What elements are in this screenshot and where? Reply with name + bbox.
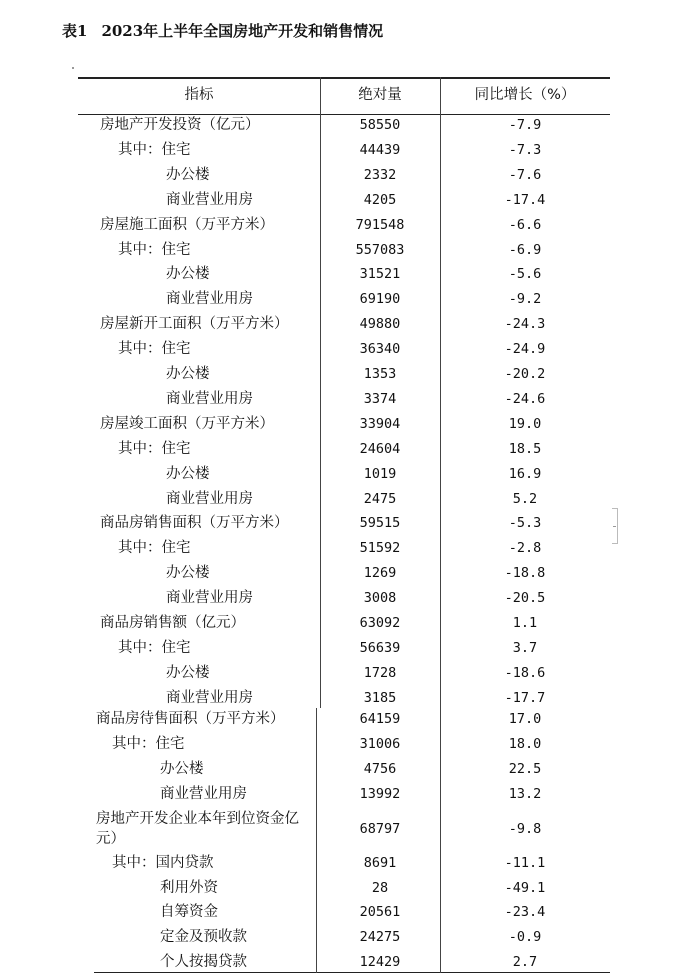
row-value: 3185 (363, 689, 397, 706)
table-title (62, 20, 383, 41)
row-value: 69190 (359, 291, 401, 308)
row-value: 58550 (359, 117, 401, 133)
row-growth: -49.1 (504, 879, 546, 896)
table-row (78, 782, 610, 807)
table-number: 表1 (62, 22, 88, 40)
header-absolute: 绝对量 (358, 87, 402, 103)
row-value: 31006 (359, 735, 401, 752)
row-growth: 18.5 (508, 440, 542, 457)
table-row (78, 707, 610, 732)
row-growth: -24.3 (504, 316, 546, 333)
row-value: 64159 (359, 711, 401, 727)
row-growth: 19.0 (508, 415, 542, 432)
table-row (78, 287, 610, 312)
row-label: 办公楼 (160, 760, 204, 777)
row-growth: 5.2 (512, 490, 538, 507)
table-row (78, 536, 610, 561)
row-value: 4205 (363, 191, 397, 208)
row-label: 商业营业用房 (166, 191, 253, 208)
table-row (78, 732, 610, 757)
row-growth: -23.4 (504, 904, 546, 921)
row-label: 办公楼 (166, 465, 210, 482)
row-label: 办公楼 (166, 366, 210, 382)
row-label: 房地产开发投资（亿元） (100, 117, 260, 133)
row-label: 其中：住宅 (118, 141, 191, 158)
row-value: 24604 (359, 440, 401, 457)
row-growth: 1.1 (512, 615, 538, 631)
row-growth: 17.0 (508, 711, 542, 727)
row-growth: 22.5 (508, 760, 542, 777)
row-growth: -18.6 (504, 664, 546, 681)
table-row (78, 138, 610, 163)
row-value: 8691 (363, 854, 397, 871)
row-value: 3374 (363, 390, 397, 407)
table-row (78, 163, 610, 188)
row-value: 1269 (363, 565, 397, 582)
header-indicator: 指标 (184, 87, 214, 103)
row-label: 房屋施工面积（万平方米） (100, 216, 274, 233)
row-value: 31521 (359, 266, 401, 283)
table-row (78, 757, 610, 782)
row-growth: -20.5 (504, 590, 546, 607)
row-growth: -24.9 (504, 341, 546, 358)
table-row (78, 113, 610, 138)
row-value: 2475 (363, 490, 397, 507)
table-row (78, 462, 610, 487)
table-row (78, 188, 610, 213)
row-label: 其中：住宅 (118, 241, 191, 258)
row-value: 1019 (363, 465, 397, 482)
row-value: 28 (371, 879, 389, 896)
row-value: 51592 (359, 540, 401, 557)
row-value: 20561 (359, 904, 401, 921)
row-label: 利用外资 (160, 879, 218, 896)
row-growth: -9.8 (508, 820, 542, 837)
table-caption: 2023年上半年全国房地产开发和销售情况 (101, 22, 384, 40)
header-growth: 同比增长（%） (474, 87, 576, 103)
header-row (78, 83, 610, 108)
table-row (78, 437, 610, 462)
table-row (78, 238, 610, 263)
row-value: 12429 (359, 954, 401, 971)
row-value: 33904 (359, 415, 401, 432)
row-growth: -6.9 (508, 241, 542, 258)
row-growth: -7.3 (508, 141, 542, 158)
row-label: 办公楼 (166, 565, 210, 582)
row-growth: -6.6 (508, 216, 542, 233)
row-label: 其中：住宅 (118, 341, 191, 358)
table-row (78, 900, 610, 925)
row-label: 办公楼 (166, 166, 210, 183)
row-value: 68797 (359, 820, 401, 837)
table-row (78, 925, 610, 950)
row-growth: 18.0 (508, 735, 542, 752)
row-value: 63092 (359, 615, 401, 631)
row-growth: -18.8 (504, 565, 546, 582)
row-growth: -5.6 (508, 266, 542, 283)
table-row (78, 487, 610, 512)
table-row (78, 636, 610, 661)
row-label: 办公楼 (166, 664, 210, 681)
row-label: 商业营业用房 (166, 590, 253, 607)
row-value: 4756 (363, 760, 397, 777)
row-label: 其中：住宅 (112, 735, 185, 752)
row-label: 商业营业用房 (166, 689, 253, 706)
table-row (78, 312, 610, 337)
row-growth: 3.7 (512, 639, 538, 656)
row-label: 房地产开发企业本年到位资金亿元） (96, 810, 299, 847)
row-label: 其中：国内贷款 (112, 854, 214, 871)
table-row (78, 511, 610, 536)
row-value: 49880 (359, 316, 401, 333)
table-row (78, 950, 610, 975)
row-value: 59515 (359, 515, 401, 532)
row-growth: 13.2 (508, 785, 542, 802)
row-growth: -11.1 (504, 854, 546, 871)
table-row (78, 213, 610, 238)
row-value: 36340 (359, 341, 401, 358)
page-side-marker (612, 508, 618, 544)
table-row (78, 586, 610, 611)
row-label: 自筹资金 (160, 904, 218, 921)
row-label: 其中：住宅 (118, 440, 191, 457)
row-value: 24275 (359, 929, 401, 946)
row-growth: -7.9 (508, 117, 542, 133)
table-row (78, 876, 610, 901)
row-label: 商品房待售面积（万平方米） (96, 711, 285, 727)
row-value: 791548 (355, 216, 405, 233)
row-value: 44439 (359, 141, 401, 158)
row-label: 个人按揭贷款 (160, 954, 247, 971)
row-label: 商品房销售额（亿元） (100, 615, 245, 631)
row-growth: -0.9 (508, 929, 542, 946)
row-growth: -17.4 (504, 191, 546, 208)
table-row (78, 661, 610, 686)
row-growth: -24.6 (504, 390, 546, 407)
row-growth: -9.2 (508, 291, 542, 308)
table-row (78, 337, 610, 362)
row-value: 3008 (363, 590, 397, 607)
row-label: 商业营业用房 (166, 291, 253, 308)
row-label: 定金及预收款 (160, 929, 247, 946)
row-growth: -2.8 (508, 540, 542, 557)
row-label: 商业营业用房 (166, 490, 253, 507)
table-row (78, 362, 610, 387)
row-label: 商业营业用房 (160, 785, 247, 802)
row-label: 其中：住宅 (118, 540, 191, 557)
table-row (78, 262, 610, 287)
row-value: 1353 (363, 366, 397, 382)
row-label: 房屋竣工面积（万平方米） (100, 415, 274, 432)
row-value: 13992 (359, 785, 401, 802)
row-value: 56639 (359, 639, 401, 656)
table-row (78, 412, 610, 437)
row-label: 办公楼 (166, 266, 210, 283)
row-growth: -7.6 (508, 166, 542, 183)
row-growth: -5.3 (508, 515, 542, 532)
table-row (78, 851, 610, 876)
row-label: 房屋新开工面积（万平方米） (100, 316, 289, 333)
row-label: 其中：住宅 (118, 639, 191, 656)
row-growth: 2.7 (512, 954, 538, 971)
row-growth: -17.7 (504, 689, 546, 706)
row-value: 1728 (363, 664, 397, 681)
table-row (78, 561, 610, 586)
row-value: 2332 (363, 166, 397, 183)
data-table (78, 77, 610, 974)
top-rule (78, 77, 610, 79)
row-label: 商品房销售面积（万平方米） (100, 515, 289, 532)
table-row (78, 807, 610, 851)
table-row (78, 387, 610, 412)
row-label: 商业营业用房 (166, 390, 253, 407)
row-growth: 16.9 (508, 465, 542, 482)
row-growth: -20.2 (504, 366, 546, 382)
row-value: 557083 (355, 241, 405, 258)
table-row (78, 611, 610, 636)
corner-mark (72, 67, 74, 69)
